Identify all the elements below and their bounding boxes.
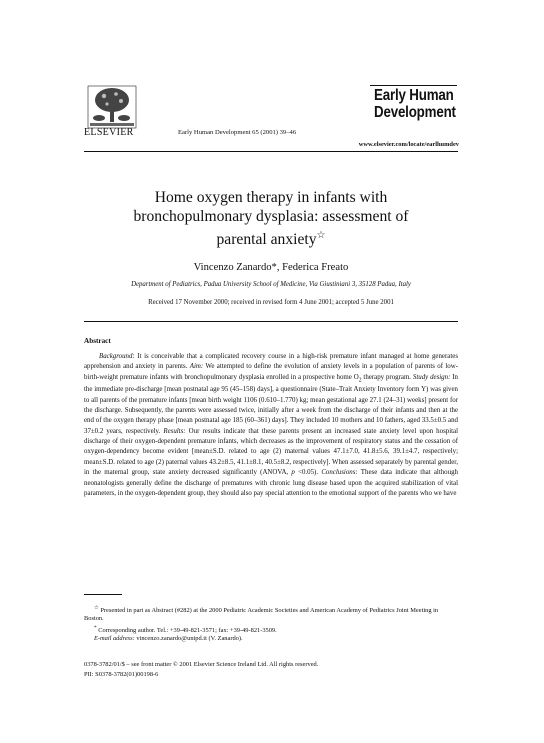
abstract-heading: Abstract	[84, 337, 111, 345]
footnote-email: E-mail address: vincenzo.zanardo@unipd.it (V. Zanardo).	[94, 635, 243, 643]
publisher-name: ELSEVIER	[84, 127, 134, 138]
elsevier-tree-logo	[86, 84, 138, 130]
journal-citation: Early Human Development 65 (2001) 39–46	[178, 129, 297, 136]
received-dates: Received 17 November 2000; received in revised form 4 June 2001; accepted 5 June 2001	[148, 299, 394, 306]
journal-title: Early Human Development	[374, 87, 456, 121]
header-rule	[84, 151, 458, 152]
journal-url[interactable]: www.elsevier.com/locate/earlhumdev	[358, 141, 459, 148]
authors: Vincenzo Zanardo*, Federica Freato	[193, 262, 349, 273]
article-title: Home oxygen therapy in infants with bronchopulmonary dysplasia: assessment of parental anxiety☆	[133, 189, 409, 249]
abstract-top-rule	[84, 321, 458, 322]
footnote-rule	[84, 594, 122, 595]
issn-line: 0378-3782/01/$ – see front matter © 2001 Elsevier Science Ireland Ltd. All rights reserved.	[84, 661, 319, 668]
title-footnote-mark: ☆	[316, 230, 326, 241]
abstract-body: Background: It is conceivable that a complicated recovery course in a high-risk premature infant managed at home generates apprehension and anxiety in parents. Aim: We attempted to define the evolution of anxiety levels in a population of parents of low-birth-weight premature infants with bronchopulmonary dysplasia enrolled in a prospective home $O_2$ therapy program. Study design: In the immediate pre-discharge [mean postnatal age 95 (45–158) days], a questionnaire (State–Trait Anxiety Inventory form Y) was given to all parents of the premature infants [mean birth weight 1106 (0.610–1.770) kg; mean gestational age 27.1 (24–31) weeks] present for the discharge. Subsequently, the parents were assessed twice, initially after a week from the discharge of their infants and then at the end of the oxygen therapy phase [mean postnatal age 185 (60–361) days]. They included 10 mothers and 10 fathers, aged 33.5±0.5 and 37±0.2 years, respectively. Results: Our results indicate that these parents present an increased state anxiety level upon hospital discharge of their oxygen-dependent premature infants, which decreases as the improvement of respiratory status and the cessation of oxygen-dependency become evident [mean±S.D. related to age (2) maternal values 47.1±7.0, 41.8±5.6, 39.1±4.7, respectively; mean±S.D. related to age (2) paternal values 43.2±8.5, 41.1±8.1, 40.5±8.2, respectively]. When assessed separately by parental gender, in the maternal group, state anxiety decreased significantly (ANOVA, p <0.05). Conclusions: These data indicate that although neonatologists generally define the discharge of prematures with chronic lung disease based upon the acquired stabilization of vital parameters, in the oxygen-dependent group, they should also pay special attention to the emotional support of the parents who we have	[84, 353, 459, 497]
footnote-corresponding: * Corresponding author. Tel.: +39-49-821-3571; fax: +39-49-821-3509.	[94, 624, 277, 634]
footnotes	[84, 604, 458, 643]
pii-line: PII: S0378-3782(01)00198-6	[84, 670, 159, 678]
front-matter	[84, 660, 318, 679]
footnote-presented: ☆ Presented in part as Abstract (#282) at the 2000 Pediatric Academic Societies and American Academy of Pediatrics Joint Meeting in Boston.	[84, 605, 439, 623]
affiliation: Department of Pediatrics, Padua University School of Medicine, Via Giustiniani 3, 35128 Padua, Italy	[131, 281, 411, 288]
